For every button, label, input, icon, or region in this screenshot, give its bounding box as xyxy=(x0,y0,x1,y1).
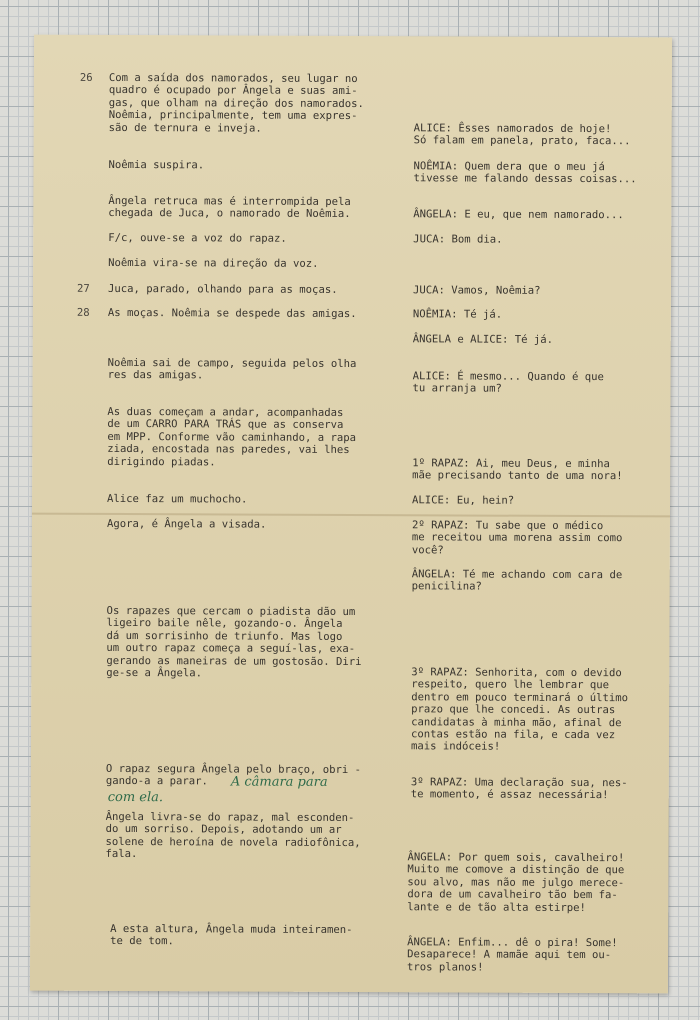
action-text: Juca, parado, olhando para as moças. xyxy=(107,282,338,296)
action-text: As moças. Noêmia se despede das amigas. xyxy=(107,306,357,321)
action-text: O rapaz segura Ângela pelo braço, obri - gando-a a parar. xyxy=(105,762,362,788)
dialogue-text: ALICE: Êsses namorados de hoje! Só falam em panela, prato, faca... xyxy=(413,122,631,148)
paper-fold xyxy=(32,513,670,518)
action-text: Noêmia sai de campo, seguida pelos olha res das amigas. xyxy=(107,356,357,382)
dialogue-text: 1º RAPAZ: Ai, meu Deus, e minha mãe precisando tanto de uma nora! xyxy=(412,457,623,483)
dialogue-text: ÂNGELA: Té me achando com cara de penicilina? xyxy=(411,568,623,593)
dialogue-text: 2º RAPAZ: Tu sabe que o médico me receitou uma morena assim como você? xyxy=(411,519,623,557)
action-text: Ângela retruca mas é interrompida pela chegada de Juca, o namorado de Noêmia. xyxy=(108,194,351,221)
handwritten-note: A câmara para xyxy=(230,774,328,790)
action-text: Noêmia suspira. xyxy=(108,158,205,172)
action-text: Com a saída dos namorados, seu lugar no quadro é ocupado por Ângela e suas ami- gas, que olham na direção dos namorados. Noêmia, principalmente, tem uma expres- são de ternura e inveja. xyxy=(108,71,364,135)
dialogue-text: 3º RAPAZ: Senhorita, com o devido respeito, quero lhe lembrar que dentro em pouco terminará o último prazo que lhe concedi. As outras candidatas à minha mão, afinal de contas estão na fila, e cada vez mais indóceis! xyxy=(410,666,629,754)
action-text: Noêmia vira-se na direção da voz. xyxy=(108,256,319,270)
script-page xyxy=(30,35,672,994)
handwritten-note: com ela. xyxy=(107,789,164,806)
dialogue-text: JUCA: Vamos, Noêmia? xyxy=(412,284,541,297)
dialogue-text: ÂNGELA: E eu, que nem namorado... xyxy=(413,208,624,222)
action-text: Os rapazes que cercam o piadista dão um ligeiro baile nêle, gozando-o. Ângela dá um sorrisinho de triunfo. Mas logo um outro rapaz começa a seguí-las, exa- gerando as maneiras de um gostosão. Diri ge-se a Ângela. xyxy=(106,604,362,680)
scene-number: 27 xyxy=(76,282,90,295)
dialogue-text: ÂNGELA: Enfim... dê o pira! Some! Desaparece! A mamãe aqui tem ou- tros planos! xyxy=(406,936,618,974)
action-text: Ângela livra-se do rapaz, mal esconden- do um sorriso. Depois, adotando um ar solene de heroína de novela radiofônica, fala. xyxy=(105,810,361,861)
dialogue-text: ÂNGELA: Por quem sois, cavalheiro! Muito me comove a distinção de que sou alvo, mas não me julgo merece- dora de um cavalheiro tão bem fa- lante e de tão alta estirpe! xyxy=(407,851,625,914)
dialogue-text: ALICE: Eu, hein? xyxy=(412,494,515,507)
dialogue-text: NOÊMIA: Quem dera que o meu já tivesse me falando dessas coisas... xyxy=(413,160,637,186)
action-text: Agora, é Ângela a visada. xyxy=(106,517,267,531)
action-text: As duas começam a andar, acompanhadas de um CARRO PARA TRÁS que as conserva em MPP. Conforme vão caminhando, a rapa ziada, encostada nas paredes, vai lhes dirigindo piadas. xyxy=(107,405,357,469)
scene-number: 28 xyxy=(76,306,90,319)
action-text: A esta altura, Ângela muda inteiramen- te de tom. xyxy=(110,922,353,948)
dialogue-text: NOÊMIA: Té já. xyxy=(412,308,503,321)
scene-number: 26 xyxy=(79,71,93,84)
dialogue-text: 3º RAPAZ: Uma declaração sua, nes- te momento, é assaz necessária! xyxy=(410,776,628,802)
dialogue-text: ÂNGELA e ALICE: Té já. xyxy=(412,333,554,346)
dialogue-text: JUCA: Bom dia. xyxy=(413,233,503,246)
action-text: F/c, ouve-se a voz do rapaz. xyxy=(108,231,287,245)
dialogue-text: ALICE: É mesmo... Quando é que tu arranja um? xyxy=(412,370,604,396)
action-text: Alice faz um muchocho. xyxy=(107,492,248,506)
